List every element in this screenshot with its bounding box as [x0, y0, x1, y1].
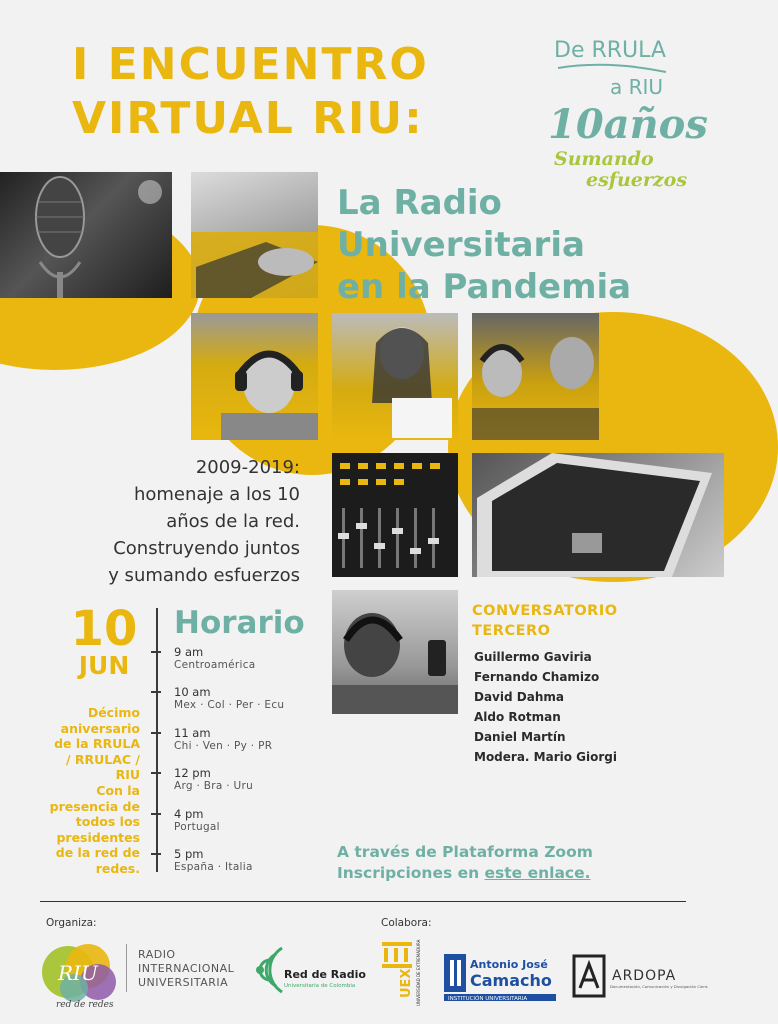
badge-line-4: Sumando — [554, 148, 654, 170]
description-line: / RRULAC / — [65, 751, 140, 767]
description-line: de la RRULA — [54, 736, 140, 752]
schedule-title: Horario — [174, 605, 305, 641]
tablet-graphic — [472, 453, 724, 577]
schedule-place: Centroamérica — [174, 659, 256, 671]
subtitle-line-2: Universitaria — [337, 225, 585, 265]
registration-prefix: Inscripciones en — [337, 864, 485, 882]
registration-info — [337, 842, 593, 884]
riu-name-line: UNIVERSITARIA — [138, 976, 229, 989]
riu-logo-divider — [126, 944, 127, 992]
badge-graphic — [548, 30, 718, 190]
woman-smiling-photo — [332, 313, 458, 440]
badge-line-5: esfuerzos — [586, 169, 688, 191]
footer-divider — [40, 901, 686, 902]
event-day: 10 — [70, 601, 138, 657]
schedule-item — [174, 726, 334, 753]
badge-line-1: De RRULA — [554, 38, 666, 63]
event-description — [22, 705, 140, 877]
title-line-1: I ENCUENTRO — [72, 39, 429, 90]
timeline-tick — [151, 732, 161, 734]
schedule-time: 4 pm — [174, 807, 204, 821]
speaker-name: Fernando Chamizo — [474, 670, 600, 684]
timeline-tick — [151, 772, 161, 774]
description-line: presidentes — [56, 829, 140, 845]
anniversary-badge — [548, 30, 718, 190]
mixer-graphic — [332, 453, 458, 577]
badge-line-2: a RIU — [610, 75, 664, 99]
red-radio-logo — [246, 940, 366, 1000]
title-line-2: VIRTUAL RIU: — [72, 93, 424, 144]
uex-logo — [380, 940, 438, 1012]
ardopa-logo-icon — [572, 954, 709, 1000]
event-title — [72, 38, 429, 146]
uex-logo-icon — [380, 940, 438, 1012]
riu-logo-icon — [36, 938, 126, 1010]
svg-text:UNIVERSIDAD DE EXTREMADURA: UNIVERSIDAD DE EXTREMADURA — [416, 939, 421, 1006]
riu-name — [138, 948, 234, 990]
homenaje-line: Construyendo juntos — [113, 538, 300, 559]
description-line: aniversario — [60, 720, 140, 736]
description-line: Décimo — [87, 705, 140, 720]
registration-line — [337, 863, 593, 884]
schedule-item — [174, 645, 334, 672]
schedule-time: 12 pm — [174, 766, 211, 780]
svg-text:Camacho: Camacho — [470, 971, 552, 990]
homenaje-line: años de la red. — [166, 511, 300, 532]
speaker-name: Aldo Rotman — [474, 710, 561, 724]
timeline-tick — [151, 853, 161, 855]
man-headphones-graphic — [332, 590, 458, 714]
organiza-label: Organiza: — [46, 917, 97, 929]
schedule-time: 9 am — [174, 645, 204, 659]
timeline-tick — [151, 691, 161, 693]
headphones-person-graphic — [191, 313, 318, 440]
schedule-item — [174, 847, 334, 874]
svg-text:INSTITUCIÓN UNIVERSITARIA: INSTITUCIÓN UNIVERSITARIA — [448, 996, 528, 1002]
camacho-logo — [444, 952, 556, 1002]
event-subtitle — [337, 182, 631, 308]
schedule-item — [174, 685, 334, 712]
radio-waves-icon — [246, 940, 366, 1000]
schedule-item — [174, 807, 334, 834]
schedule-item — [174, 766, 334, 793]
subtitle-line-3: en la Pandemia — [337, 267, 632, 307]
svg-text:RIU: RIU — [58, 961, 98, 985]
description-line: presencia de — [49, 798, 140, 814]
homenaje-line: y sumando esfuerzos — [108, 565, 300, 586]
speaker-name: Modera. Mario Giorgi — [474, 750, 617, 764]
timeline-tick — [151, 651, 161, 653]
subtitle-line-1: La Radio — [337, 183, 502, 223]
badge-line-3: 10años — [548, 101, 708, 148]
mixing-console-photo — [332, 453, 458, 577]
smiling-person-graphic — [332, 313, 458, 440]
homenaje-text — [0, 454, 300, 589]
description-line: RIU — [115, 767, 140, 783]
schedule-time: 11 am — [174, 726, 211, 740]
riu-logo — [36, 938, 126, 1010]
conversatorio-title-line-2: TERCERO — [472, 623, 551, 639]
microphone-photo — [0, 172, 172, 298]
studio-people-graphic — [472, 313, 599, 440]
registration-link[interactable]: este enlace. — [484, 864, 591, 882]
description-line: todos los — [75, 814, 140, 830]
description-line: de la red de — [55, 845, 140, 861]
speaker-list — [474, 647, 617, 767]
tablet-photo — [472, 453, 724, 577]
svg-text:UEX: UEX — [399, 968, 414, 998]
svg-text:ARDOPA: ARDOPA — [612, 968, 677, 984]
schedule-place: España · Italia — [174, 861, 253, 873]
schedule-place: Chi · Ven · Py · PR — [174, 740, 273, 752]
colabora-label: Colabora: — [381, 917, 432, 929]
description-line: redes. — [95, 860, 140, 876]
homenaje-line: homenaje a los 10 — [133, 484, 300, 505]
schedule-timeline — [156, 608, 158, 872]
timeline-tick — [151, 813, 161, 815]
camacho-logo-icon — [444, 952, 556, 1002]
ardopa-logo — [572, 954, 709, 1000]
schedule-time: 5 pm — [174, 847, 204, 861]
man-headphones-photo — [332, 590, 458, 714]
description-line: Con la — [96, 782, 140, 798]
woman-headphones-photo — [191, 313, 318, 440]
laptop-typing-photo — [191, 172, 318, 298]
svg-text:Antonio José: Antonio José — [470, 958, 548, 971]
schedule-place: Portugal — [174, 821, 220, 833]
schedule-place: Mex · Col · Per · Ecu — [174, 699, 285, 711]
speaker-name: David Dahma — [474, 690, 564, 704]
riu-name-line: INTERNACIONAL — [138, 962, 235, 975]
homenaje-line: 2009-2019: — [195, 457, 300, 478]
svg-text:red de redes: red de redes — [56, 1000, 114, 1010]
svg-text:Universitaria de Colombia: Universitaria de Colombia — [284, 983, 356, 989]
schedule-place: Arg · Bra · Uru — [174, 780, 254, 792]
zoom-platform-text: A través de Plataforma Zoom — [337, 843, 593, 861]
schedule-time: 10 am — [174, 685, 211, 699]
conversatorio-title-line-1: CONVERSATORIO — [472, 603, 618, 619]
studio-people-photo — [472, 313, 599, 440]
laptop-keyboard-graphic — [191, 172, 318, 298]
riu-name-line: RADIO — [138, 948, 176, 961]
microphone-icon — [0, 172, 172, 298]
speaker-name: Daniel Martín — [474, 730, 566, 744]
event-month: JUN — [78, 651, 130, 680]
svg-text:Documentación, Comunicación y: Documentación, Comunicación y Divulgación Cient. — [610, 984, 709, 989]
speaker-name: Guillermo Gaviria — [474, 650, 592, 664]
conversatorio-title — [472, 601, 618, 641]
svg-text:Red de Radio: Red de Radio — [284, 968, 366, 981]
